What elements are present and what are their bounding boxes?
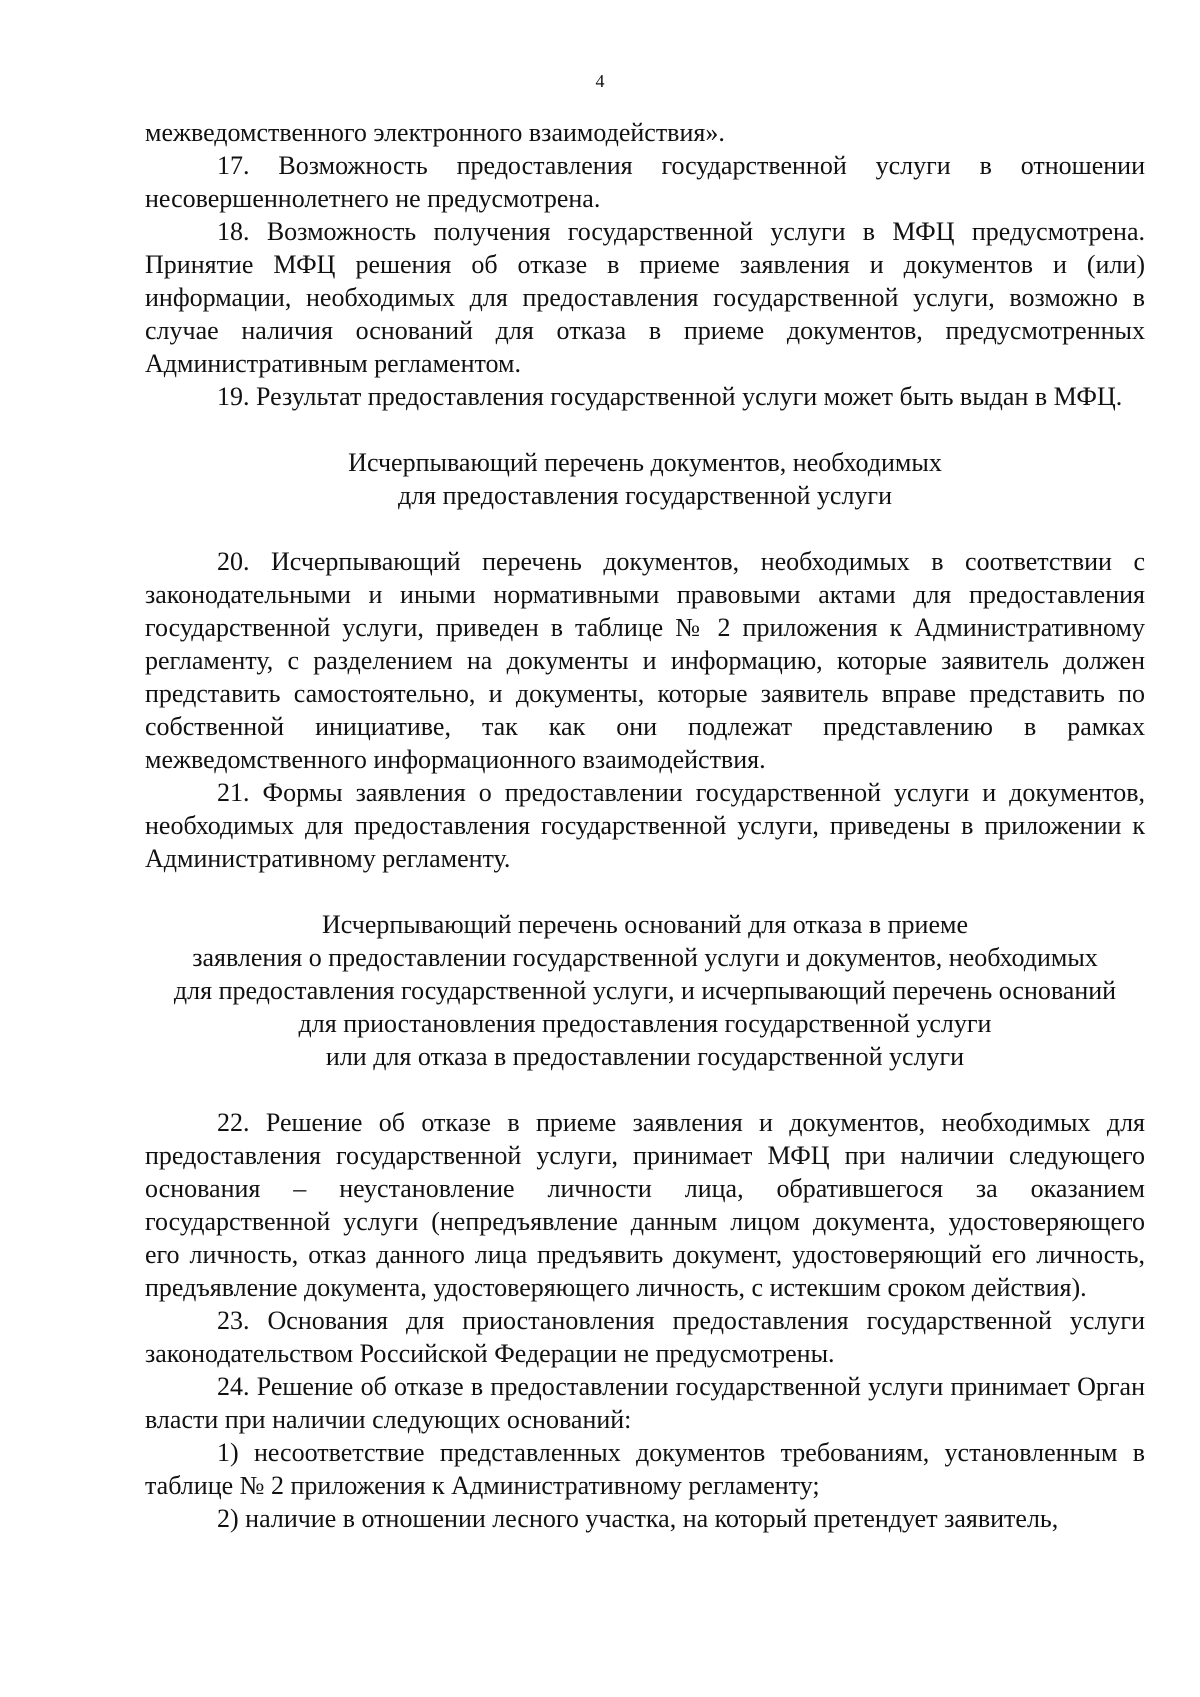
paragraph-17: 17. Возможность предоставления государственной услуги в отношении несовершеннолетнего не предусмотрена. [145,151,1145,213]
paragraph-22: 22. Решение об отказе в приеме заявления и документов, необходимых для предоставления государственной услуги, принимает МФЦ при наличии следующего основания – неустановление личности лица, обратившегося за оказанием государственной услуги (непредъявление данным лицом документа, удостоверяющего его личность, отказ данного лица предъявить документ, удостоверяющий его личность, предъявление документа, удостоверяющего личность, с истекшим сроком действия). [145,1108,1145,1302]
list-item-2: 2) наличие в отношении лесного участка, на который претендует заявитель, [217,1504,1059,1533]
page-number: 4 [595,71,605,91]
heading-line: Исчерпывающий перечень документов, необходимых [348,448,942,477]
section-heading-documents [145,446,1145,512]
paragraph-21: 21. Формы заявления о предоставлении государственной услуги и документов, необходимых для предоставления государственной услуги, приведены в приложении к Административному регламенту. [145,778,1145,873]
paragraph-18: 18. Возможность получения государственной услуги в МФЦ предусмотрена. Принятие МФЦ решения об отказе в приеме заявления и документов и (или) информации, необходимых для предоставления государственной услуги, возможно в случае наличия оснований для отказа в приеме документов, предусмотренных Административным регламентом. [145,217,1145,378]
list-item-1: 1) несоответствие представленных документов требованиям, установленным в таблице № 2 приложения к Административному регламенту; [145,1438,1145,1500]
paragraph-20: 20. Исчерпывающий перечень документов, необходимых в соответствии с законодательными и иными нормативными правовыми актами для предоставления государственной услуги, приведен в таблице № 2 приложения к Административному регламенту, с разделением на документы и информацию, которые заявитель должен представить самостоятельно, и документы, которые заявитель вправе представить по собственной инициативе, так как они подлежат представлению в рамках межведомственного информационного взаимодействия. [145,547,1145,774]
paragraph-23: 23. Основания для приостановления предоставления государственной услуги законодательством Российской Федерации не предусмотрены. [145,1306,1145,1368]
heading-line: Исчерпывающий перечень оснований для отказа в приеме [321,910,968,939]
heading-line: для предоставления государственной услуги, и исчерпывающий перечень оснований [173,976,1117,1005]
section-heading-refusal-grounds [145,908,1145,1073]
heading-line: заявления о предоставлении государственной услуги и документов, необходимых [192,943,1098,972]
paragraph-24: 24. Решение об отказе в предоставлении государственной услуги принимает Орган власти при наличии следующих оснований: [145,1372,1145,1434]
heading-line: для приостановления предоставления государственной услуги [298,1009,992,1038]
paragraph-continuation: межведомственного электронного взаимодействия». [145,118,725,147]
paragraph-19: 19. Результат предоставления государственной услуги может быть выдан в МФЦ. [217,382,1123,411]
document-body [145,116,1145,1535]
heading-line: для предоставления государственной услуги [397,481,893,510]
heading-line: или для отказа в предоставлении государственной услуги [325,1042,965,1071]
